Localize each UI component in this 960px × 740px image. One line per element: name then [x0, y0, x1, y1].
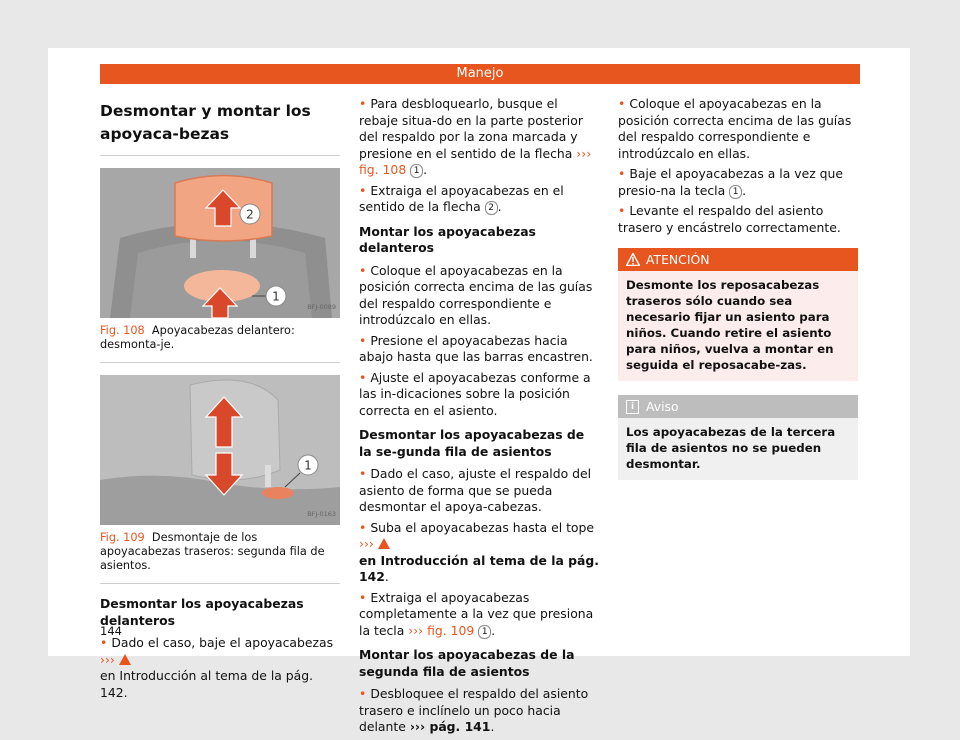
figure-109-image	[100, 375, 340, 525]
warning-icon	[119, 654, 131, 665]
callout-number: 1	[478, 625, 491, 639]
list-item: • Extraiga el apoyacabezas completamente a la vez que presiona la tecla ››› fig. 109 1 .	[359, 590, 599, 640]
column-3	[618, 96, 858, 480]
cross-reference[interactable]: ››› fig. 108	[359, 145, 592, 177]
subheading: Montar los apoyacabezas delanteros	[359, 223, 536, 255]
warning-header	[618, 248, 858, 271]
cross-reference[interactable]: en Introducción al tema de la pág. 142	[359, 552, 599, 584]
figure-108-image	[100, 168, 340, 318]
note-title: Aviso	[646, 399, 679, 414]
callout-label: 1	[272, 289, 280, 304]
list-item: • Dado el caso, baje el apoyacabezas ››› en Introducción al tema de la pág. 142.	[100, 635, 340, 701]
warning-icon	[626, 253, 640, 266]
list-item: • Coloque el apoyacabezas en la posición correcta encima de las guías del respaldo correspondiente e introdúzcalo en ellas.	[359, 263, 599, 329]
list-item: • Ajuste el apoyacabezas conforme a las in-dicaciones sobre la posición correcta en el asiento.	[359, 370, 599, 420]
figure-divider	[100, 583, 340, 584]
section-title: Desmontar y montar los apoyaca-bezas	[100, 102, 311, 143]
list-item: • Desbloquee el respaldo del asiento trasero e inclínelo un poco hacia delante ››› pág. 141.	[359, 686, 599, 736]
title-divider	[100, 155, 340, 156]
note-box	[618, 395, 858, 480]
cross-reference[interactable]: ››› pág. 141	[409, 719, 491, 734]
list-item: • Levante el respaldo del asiento trasero y encástrelo correctamente.	[618, 203, 858, 236]
callout-number: 1	[729, 185, 742, 199]
note-text: Los apoyacabezas de la tercera fila de asientos no se pueden desmontar.	[626, 425, 836, 471]
cross-reference[interactable]: ›››	[100, 651, 115, 667]
list-item: • Coloque el apoyacabezas en la posición correcta encima de las guías del respaldo correspondiente e introdúzcalo en ellas.	[618, 96, 858, 162]
figure-108-caption: Fig. 108 Apoyacabezas delantero: desmonta-je.	[100, 324, 295, 351]
warning-title: ATENCIÓN	[646, 252, 710, 267]
info-icon: i	[626, 400, 639, 414]
image-code: BFJ-0163	[307, 509, 336, 518]
list-item: • Dado el caso, ajuste el respaldo del asiento de forma que se pueda desmontar el apoya-cabezas.	[359, 466, 599, 516]
subheading: Montar los apoyacabezas de la segunda fila de asientos	[359, 647, 575, 679]
callout-number: 2	[485, 201, 498, 215]
subheading: Desmontar los apoyacabezas de la se-gunda fila de asientos	[359, 427, 585, 459]
page-number: 144	[100, 624, 122, 638]
warning-box	[618, 248, 858, 381]
cross-reference[interactable]: en Introducción al tema de la pág. 142	[100, 668, 314, 700]
image-code: BFJ-0089	[307, 302, 336, 311]
callout-number: 1	[410, 164, 423, 178]
note-header	[618, 395, 858, 418]
subheading: Desmontar los apoyacabezas delanteros	[100, 596, 304, 628]
figure-divider	[100, 362, 340, 363]
column-1	[100, 96, 340, 705]
list-item: • Extraiga el apoyacabezas en el sentido de la flecha 2 .	[359, 183, 599, 216]
list-item: • Para desbloquearlo, busque el rebaje situa-do en la parte posterior del respaldo por la zona marcada y presione en el sentido de la flecha ››› fig. 108 1 .	[359, 96, 599, 179]
callout-label: 1	[304, 458, 312, 473]
warning-icon	[378, 538, 390, 549]
cross-reference[interactable]: ›››	[359, 536, 374, 551]
list-item: • Presione el apoyacabezas hacia abajo hasta que las barras encastren.	[359, 333, 599, 366]
callout-label: 2	[246, 207, 254, 222]
figure-109-caption: Fig. 109 Desmontaje de los apoyacabezas traseros: segunda fila de asientos.	[100, 531, 325, 572]
cross-reference[interactable]: ››› fig. 109	[408, 622, 475, 638]
list-item: • Baje el apoyacabezas a la vez que presio-na la tecla 1 .	[618, 166, 858, 199]
list-item: • Suba el apoyacabezas hasta el tope ››› en Introducción al tema de la pág. 142.	[359, 520, 599, 586]
warning-text: Desmonte los reposacabezas traseros sólo cuando sea necesario fijar un asiento para niños. Cuando retire el asiento para niños, vuelva a montar en seguida el reposacabe-zas.	[626, 278, 834, 372]
column-2	[359, 96, 599, 740]
chapter-header: Manejo	[100, 64, 860, 84]
